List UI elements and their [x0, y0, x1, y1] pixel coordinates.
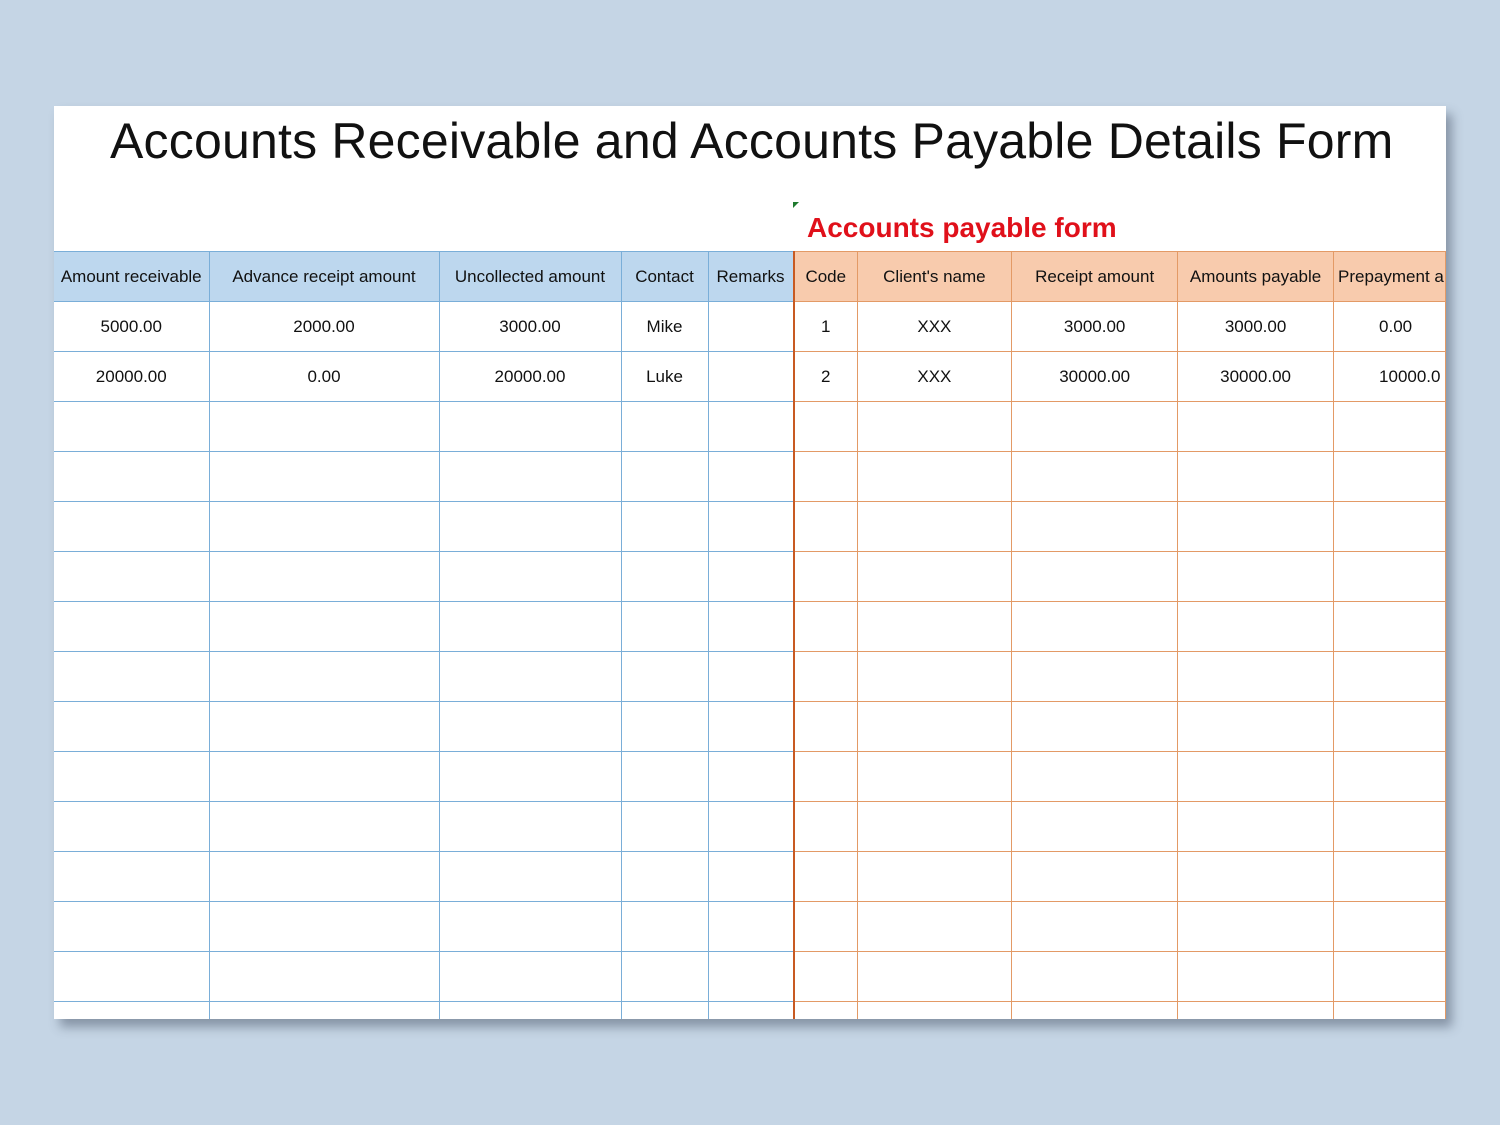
- empty-cell[interactable]: [621, 552, 708, 602]
- empty-cell[interactable]: [621, 752, 708, 802]
- empty-row: [54, 902, 793, 952]
- empty-row: [54, 752, 793, 802]
- table-cell[interactable]: 30000.00: [1178, 352, 1334, 402]
- empty-cell[interactable]: [439, 1002, 621, 1020]
- payable-table: [793, 251, 1446, 1019]
- table-cell[interactable]: [708, 302, 793, 352]
- empty-cell[interactable]: [794, 952, 857, 1002]
- empty-cell[interactable]: [621, 902, 708, 952]
- empty-cell[interactable]: [54, 652, 209, 702]
- empty-cell[interactable]: [1012, 702, 1178, 752]
- empty-cell[interactable]: [794, 652, 857, 702]
- empty-cell[interactable]: [1012, 652, 1178, 702]
- empty-cell[interactable]: [1334, 902, 1446, 952]
- empty-cell[interactable]: [1178, 452, 1334, 502]
- table-cell[interactable]: Luke: [621, 352, 708, 402]
- empty-cell[interactable]: [857, 602, 1012, 652]
- table-cell[interactable]: [708, 352, 793, 402]
- empty-row: [794, 852, 1446, 902]
- empty-cell[interactable]: [794, 702, 857, 752]
- empty-cell[interactable]: [209, 852, 439, 902]
- empty-cell[interactable]: [794, 902, 857, 952]
- empty-cell[interactable]: [1334, 502, 1446, 552]
- empty-cell[interactable]: [1334, 652, 1446, 702]
- empty-cell[interactable]: [54, 852, 209, 902]
- empty-cell[interactable]: [794, 802, 857, 852]
- empty-cell[interactable]: [621, 1002, 708, 1020]
- table-cell[interactable]: 20000.00: [439, 352, 621, 402]
- table-cell[interactable]: 0.00: [1334, 302, 1446, 352]
- empty-row: [794, 752, 1446, 802]
- empty-cell[interactable]: [209, 952, 439, 1002]
- spreadsheet: [54, 106, 1446, 1019]
- table-cell[interactable]: 2: [794, 352, 857, 402]
- empty-cell[interactable]: [54, 952, 209, 1002]
- empty-cell[interactable]: [54, 802, 209, 852]
- empty-cell[interactable]: [209, 502, 439, 552]
- empty-cell[interactable]: [1334, 852, 1446, 902]
- empty-cell[interactable]: [857, 1002, 1012, 1020]
- empty-cell[interactable]: [209, 802, 439, 852]
- header-cell[interactable]: Contact: [621, 252, 708, 302]
- empty-row: [54, 802, 793, 852]
- empty-cell[interactable]: [794, 552, 857, 602]
- empty-cell[interactable]: [857, 552, 1012, 602]
- empty-cell[interactable]: [1178, 752, 1334, 802]
- empty-cell[interactable]: [439, 952, 621, 1002]
- payable-header-row: [794, 252, 1446, 302]
- empty-cell[interactable]: [1178, 902, 1334, 952]
- empty-row: [54, 452, 793, 502]
- empty-cell[interactable]: [621, 702, 708, 752]
- empty-cell[interactable]: [708, 402, 793, 452]
- empty-cell[interactable]: [54, 552, 209, 602]
- empty-cell[interactable]: [1334, 552, 1446, 602]
- table-row: [794, 352, 1446, 402]
- empty-cell[interactable]: [1012, 902, 1178, 952]
- empty-cell[interactable]: [621, 602, 708, 652]
- header-cell[interactable]: Uncollected amount: [439, 252, 621, 302]
- table-row: [54, 302, 793, 352]
- empty-cell[interactable]: [54, 452, 209, 502]
- empty-cell[interactable]: [54, 502, 209, 552]
- empty-row: [794, 952, 1446, 1002]
- empty-row: [794, 902, 1446, 952]
- empty-cell[interactable]: [1012, 952, 1178, 1002]
- empty-cell[interactable]: [1334, 752, 1446, 802]
- header-cell[interactable]: Amounts payable: [1178, 252, 1334, 302]
- table-cell[interactable]: Mike: [621, 302, 708, 352]
- empty-cell[interactable]: [209, 552, 439, 602]
- empty-row: [794, 502, 1446, 552]
- empty-cell[interactable]: [621, 452, 708, 502]
- empty-cell[interactable]: [857, 752, 1012, 802]
- empty-cell[interactable]: [1334, 802, 1446, 852]
- empty-cell[interactable]: [621, 952, 708, 1002]
- empty-row: [794, 402, 1446, 452]
- empty-cell[interactable]: [1178, 602, 1334, 652]
- empty-cell[interactable]: [1178, 952, 1334, 1002]
- empty-cell[interactable]: [857, 502, 1012, 552]
- empty-cell[interactable]: [54, 402, 209, 452]
- empty-cell[interactable]: [1012, 602, 1178, 652]
- empty-cell[interactable]: [1178, 402, 1334, 452]
- empty-cell[interactable]: [1178, 852, 1334, 902]
- empty-cell[interactable]: [1012, 1002, 1178, 1020]
- empty-cell[interactable]: [621, 802, 708, 852]
- empty-row: [794, 802, 1446, 852]
- empty-cell[interactable]: [1012, 752, 1178, 802]
- empty-cell[interactable]: [794, 452, 857, 502]
- header-cell[interactable]: Amount receivable: [54, 252, 209, 302]
- table-cell[interactable]: XXX: [857, 302, 1012, 352]
- empty-cell[interactable]: [1012, 552, 1178, 602]
- table-cell[interactable]: 3000.00: [439, 302, 621, 352]
- table-cell[interactable]: 20000.00: [54, 352, 209, 402]
- empty-cell[interactable]: [621, 852, 708, 902]
- empty-cell[interactable]: [439, 902, 621, 952]
- empty-row: [54, 952, 793, 1002]
- header-cell[interactable]: Client's name: [857, 252, 1012, 302]
- empty-cell[interactable]: [857, 652, 1012, 702]
- empty-cell[interactable]: [439, 452, 621, 502]
- empty-cell[interactable]: [621, 402, 708, 452]
- empty-cell[interactable]: [857, 802, 1012, 852]
- empty-row: [54, 1002, 793, 1020]
- page-title: Accounts Receivable and Accounts Payable Details Form: [110, 113, 1394, 169]
- empty-cell[interactable]: [209, 902, 439, 952]
- header-cell[interactable]: Prepayment a: [1334, 252, 1446, 302]
- receivable-table: [54, 251, 794, 1019]
- empty-cell[interactable]: [857, 902, 1012, 952]
- table-row: [54, 352, 793, 402]
- empty-cell[interactable]: [439, 802, 621, 852]
- empty-cell[interactable]: [439, 652, 621, 702]
- empty-cell[interactable]: [794, 402, 857, 452]
- empty-cell[interactable]: [794, 752, 857, 802]
- table-cell[interactable]: 3000.00: [1178, 302, 1334, 352]
- empty-cell[interactable]: [708, 702, 793, 752]
- table-cell[interactable]: 0.00: [209, 352, 439, 402]
- empty-row: [54, 602, 793, 652]
- empty-cell[interactable]: [1334, 452, 1446, 502]
- empty-row: [54, 502, 793, 552]
- empty-row: [54, 702, 793, 752]
- empty-cell[interactable]: [857, 702, 1012, 752]
- empty-row: [54, 652, 793, 702]
- empty-row: [794, 652, 1446, 702]
- empty-cell[interactable]: [439, 552, 621, 602]
- empty-cell[interactable]: [209, 452, 439, 502]
- empty-cell[interactable]: [209, 602, 439, 652]
- empty-cell[interactable]: [54, 1002, 209, 1020]
- table-cell[interactable]: 2000.00: [209, 302, 439, 352]
- empty-row: [794, 452, 1446, 502]
- empty-cell[interactable]: [439, 852, 621, 902]
- table-row: [794, 302, 1446, 352]
- empty-cell[interactable]: [708, 602, 793, 652]
- empty-cell[interactable]: [1334, 702, 1446, 752]
- empty-cell[interactable]: [1012, 502, 1178, 552]
- empty-cell[interactable]: [209, 402, 439, 452]
- empty-cell[interactable]: [708, 752, 793, 802]
- empty-cell[interactable]: [857, 402, 1012, 452]
- empty-cell[interactable]: [54, 702, 209, 752]
- empty-cell[interactable]: [708, 552, 793, 602]
- empty-row: [54, 402, 793, 452]
- empty-cell[interactable]: [708, 852, 793, 902]
- empty-cell[interactable]: [708, 652, 793, 702]
- empty-cell[interactable]: [439, 402, 621, 452]
- empty-cell[interactable]: [439, 502, 621, 552]
- empty-cell[interactable]: [54, 752, 209, 802]
- header-cell[interactable]: Receipt amount: [1012, 252, 1178, 302]
- empty-cell[interactable]: [1012, 402, 1178, 452]
- empty-cell[interactable]: [621, 652, 708, 702]
- header-cell[interactable]: Code: [794, 252, 857, 302]
- empty-cell[interactable]: [1178, 652, 1334, 702]
- empty-cell[interactable]: [439, 602, 621, 652]
- table-cell[interactable]: 10000.0: [1334, 352, 1446, 402]
- table-cell[interactable]: 30000.00: [1012, 352, 1178, 402]
- empty-cell[interactable]: [1012, 802, 1178, 852]
- empty-cell[interactable]: [708, 502, 793, 552]
- empty-cell[interactable]: [54, 902, 209, 952]
- empty-cell[interactable]: [54, 602, 209, 652]
- empty-cell[interactable]: [708, 952, 793, 1002]
- empty-cell[interactable]: [1334, 1002, 1446, 1020]
- empty-cell[interactable]: [708, 1002, 793, 1020]
- header-cell[interactable]: Remarks: [708, 252, 793, 302]
- table-cell[interactable]: 5000.00: [54, 302, 209, 352]
- empty-cell[interactable]: [1012, 852, 1178, 902]
- empty-row: [794, 602, 1446, 652]
- empty-cell[interactable]: [621, 502, 708, 552]
- empty-cell[interactable]: [708, 452, 793, 502]
- empty-cell[interactable]: [209, 652, 439, 702]
- empty-cell[interactable]: [1178, 552, 1334, 602]
- empty-cell[interactable]: [1178, 1002, 1334, 1020]
- empty-row: [794, 702, 1446, 752]
- table-cell[interactable]: XXX: [857, 352, 1012, 402]
- empty-cell[interactable]: [794, 852, 857, 902]
- empty-cell[interactable]: [209, 1002, 439, 1020]
- empty-cell[interactable]: [1334, 402, 1446, 452]
- empty-cell[interactable]: [794, 502, 857, 552]
- empty-cell[interactable]: [857, 852, 1012, 902]
- empty-cell[interactable]: [1012, 452, 1178, 502]
- empty-cell[interactable]: [439, 752, 621, 802]
- empty-row: [54, 552, 793, 602]
- empty-row: [794, 552, 1446, 602]
- empty-cell[interactable]: [439, 702, 621, 752]
- empty-cell[interactable]: [794, 1002, 857, 1020]
- table-cell[interactable]: 1: [794, 302, 857, 352]
- empty-cell[interactable]: [1178, 502, 1334, 552]
- empty-cell[interactable]: [708, 802, 793, 852]
- header-cell[interactable]: Advance receipt amount: [209, 252, 439, 302]
- receivable-header-row: [54, 252, 793, 302]
- empty-cell[interactable]: [857, 452, 1012, 502]
- empty-cell[interactable]: [209, 752, 439, 802]
- empty-cell[interactable]: [1334, 602, 1446, 652]
- empty-cell[interactable]: [1178, 802, 1334, 852]
- payable-form-title: Accounts payable form: [807, 212, 1117, 243]
- empty-cell[interactable]: [1178, 702, 1334, 752]
- empty-cell[interactable]: [708, 902, 793, 952]
- empty-cell[interactable]: [794, 602, 857, 652]
- empty-row: [794, 1002, 1446, 1020]
- table-cell[interactable]: 3000.00: [1012, 302, 1178, 352]
- empty-cell[interactable]: [1334, 952, 1446, 1002]
- cell-comment-marker: [793, 202, 799, 208]
- empty-cell[interactable]: [209, 702, 439, 752]
- empty-row: [54, 852, 793, 902]
- empty-cell[interactable]: [857, 952, 1012, 1002]
